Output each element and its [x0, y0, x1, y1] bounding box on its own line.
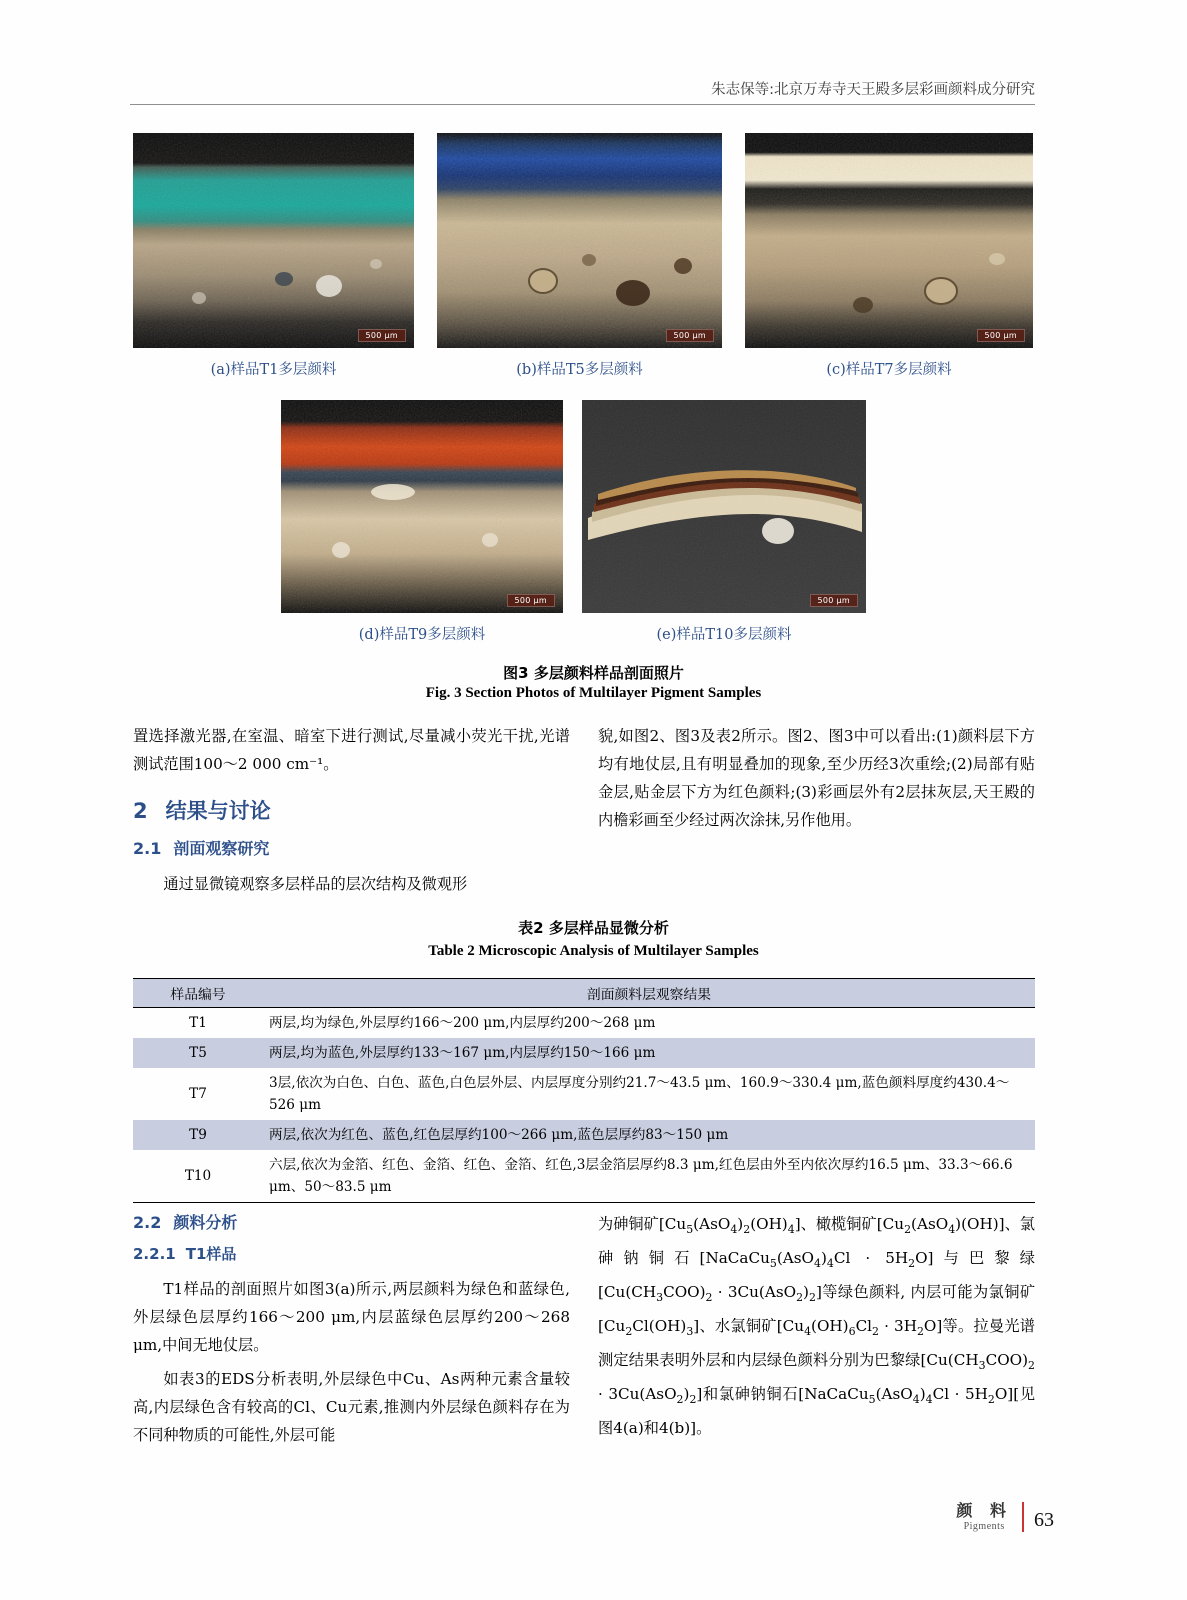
cell-observation: 两层,均为蓝色,外层厚约133～167 μm,内层厚约150～166 μm: [263, 1038, 1035, 1068]
table-row: [133, 1120, 1035, 1150]
page-number: 63: [1034, 1509, 1054, 1531]
cell-sample-id: T1: [189, 1015, 207, 1031]
cell-observation: 六层,依次为金箔、红色、金箔、红色、金箔、红色,3层金箔层厚约8.3 μm,红色层由外至内依次厚约16.5 μm、33.3～66.6 μm、50～83.5 μm: [263, 1150, 1035, 1203]
heading-section-observation: [133, 836, 570, 859]
figure-caption-d: (d)样品T9多层颜料: [358, 627, 486, 643]
micrograph-t9-image: [281, 400, 563, 613]
heading-pigment-analysis: [133, 1210, 570, 1233]
figure-caption-a: (a)样品T1多层颜料: [210, 362, 337, 378]
left-column-top: [133, 722, 570, 778]
journal-name-cn: 颜 料: [956, 1501, 1012, 1520]
figure-photo-t10: [582, 400, 866, 613]
heading-results-discussion: [133, 795, 570, 825]
heading-2-text: 结果与讨论: [165, 799, 271, 823]
cell-sample-id: T9: [133, 1120, 263, 1150]
micrograph-t7-image: [745, 133, 1033, 348]
heading-22-number: 2.2: [133, 1213, 162, 1232]
left-column-para2: [133, 870, 570, 898]
section-2-2-heading: [133, 1210, 570, 1233]
paragraph-left-2: 通过显微镜观察多层样品的层次结构及微观形: [163, 875, 468, 893]
figure-caption-c: (c)样品T7多层颜料: [826, 362, 952, 378]
cell-sample-id: T10: [133, 1150, 263, 1203]
table-microscopic-analysis: [133, 978, 1035, 1203]
journal-name-en: Pigments: [963, 1521, 1005, 1532]
paragraph-left-1: 置选择激光器,在室温、暗室下进行测试,尽量减小荧光干扰,光谱测试范围100～2 000 cm⁻¹。: [133, 727, 570, 773]
cell-sample-id: T7: [189, 1086, 207, 1102]
heading-22-text: 颜料分析: [173, 1213, 238, 1232]
table-col-observation: 剖面颜料层观察结果: [263, 979, 1035, 1008]
scalebar-label-t10: 500 μm: [810, 594, 859, 607]
header-rule: [130, 104, 1035, 105]
micrograph-t5-image: [437, 133, 722, 348]
heading-21-number: 2.1: [133, 839, 162, 858]
figure-photo-t7: [745, 133, 1033, 348]
section-2-heading: [133, 795, 570, 825]
cell-sample-id: T5: [133, 1038, 263, 1068]
page-footer: [956, 1498, 1054, 1532]
running-header: 朱志保等:北京万寿寺天王殿多层彩画颜料成分研究: [711, 82, 1035, 98]
table-header-row: [133, 979, 1035, 1008]
right-column-top: [598, 722, 1035, 834]
figure3-title-en: Fig. 3 Section Photos of Multilayer Pigment Samples: [425, 685, 762, 701]
footer-divider: [1022, 1502, 1024, 1532]
table-col-sample-id: 样品编号: [133, 979, 263, 1008]
figure-photo-t5: [437, 133, 722, 348]
table-row: [133, 1008, 1035, 1039]
figure3-title-cn: 图3 多层颜料样品剖面照片: [503, 664, 684, 682]
figure-photo-t9: [281, 400, 563, 613]
heading-221-number: 2.2.1: [133, 1245, 176, 1263]
heading-t1-sample: [133, 1243, 570, 1264]
heading-221-text: T1样品: [185, 1245, 237, 1263]
paragraph-right-2: 为砷铜矿$[Cu_5(AsO_4)_2(OH)_4]$、橄榄铜矿$[Cu_2(AsO_4)(OH)]$、氯砷钠铜石$[NaCaCu_5(AsO_4)_4Cl \cdot 5H_2O]$与巴黎绿$[Cu(CH_3COO)_2 \cdot 3Cu(AsO_2)_2]$等绿色颜料, 内层可能为氯铜矿$[Cu_2Cl(OH)_3]$、水氯铜矿$[Cu_4(OH)_6Cl_2 \cdot 3H_2O]$等。拉曼光谱测定结果表明外层和内层绿色颜料分别为巴黎绿$[Cu(CH_3COO)_2 \cdot 3Cu(AsO_2)_2]$和氯砷钠铜石$[NaCaCu_5(AsO_4)_4Cl \cdot 5H_2O]$[见图4(a)和4(b)]。: [598, 1215, 1036, 1438]
cell-observation: 两层,均为绿色,外层厚约166～200 μm,内层厚约200～268 μm: [269, 1015, 656, 1031]
section-2-2-1-heading: [133, 1243, 570, 1264]
left-column-bottom: [133, 1275, 570, 1449]
paragraph-left-3: T1样品的剖面照片如图3(a)所示,两层颜料为绿色和蓝绿色,外层绿色层厚约166～200 μm,内层蓝绿色层厚约200～268 μm,中间无地仗层。: [133, 1280, 570, 1354]
figure-caption-e: (e)样品T10多层颜料: [656, 627, 792, 643]
figure-caption-b: (b)样品T5多层颜料: [516, 362, 643, 378]
table-row: [133, 1068, 1035, 1120]
cell-observation: 3层,依次为白色、白色、蓝色,白色层外层、内层厚度分别约21.7～43.5 μm、160.9～330.4 μm,蓝色颜料厚度约430.4～526 μm: [269, 1075, 1010, 1113]
right-column-bottom: [598, 1210, 1035, 1442]
figure-photo-t1: [133, 133, 414, 348]
table-row: [133, 1150, 1035, 1203]
heading-21-text: 剖面观察研究: [173, 839, 270, 858]
table-row: [133, 1038, 1035, 1068]
table2-title-cn: 表2 多层样品显微分析: [518, 919, 669, 937]
scalebar-label-t7: 500 μm: [977, 329, 1026, 342]
scalebar-label-t5: 500 μm: [666, 329, 715, 342]
paragraph-left-4: 如表3的EDS分析表明,外层绿色中Cu、As两种元素含量较高,内层绿色含有较高的Cl、Cu元素,推测内外层绿色颜料存在为不同种物质的可能性,外层可能: [133, 1370, 570, 1444]
heading-2-number: 2: [133, 799, 148, 823]
paragraph-right-1: 貌,如图2、图3及表2所示。图2、图3中可以看出:(1)颜料层下方均有地仗层,且有明显叠加的现象,至少历经3次重绘;(2)局部有贴金层,贴金层下方为红色颜料;(3)彩画层外有2层抹灰层,天王殿的内檐彩画至少经过两次涂抹,另作他用。: [598, 727, 1035, 829]
cell-observation: 两层,依次为红色、蓝色,红色层厚约100～266 μm,蓝色层厚约83～150 μm: [263, 1120, 1035, 1150]
section-2-1-heading: [133, 836, 570, 859]
micrograph-t10-image: [582, 400, 866, 613]
scalebar-label-t9: 500 μm: [507, 594, 556, 607]
scalebar-label-t1: 500 μm: [358, 329, 407, 342]
table2-title-en: Table 2 Microscopic Analysis of Multilayer Samples: [428, 943, 759, 959]
micrograph-t1-image: [133, 133, 414, 348]
